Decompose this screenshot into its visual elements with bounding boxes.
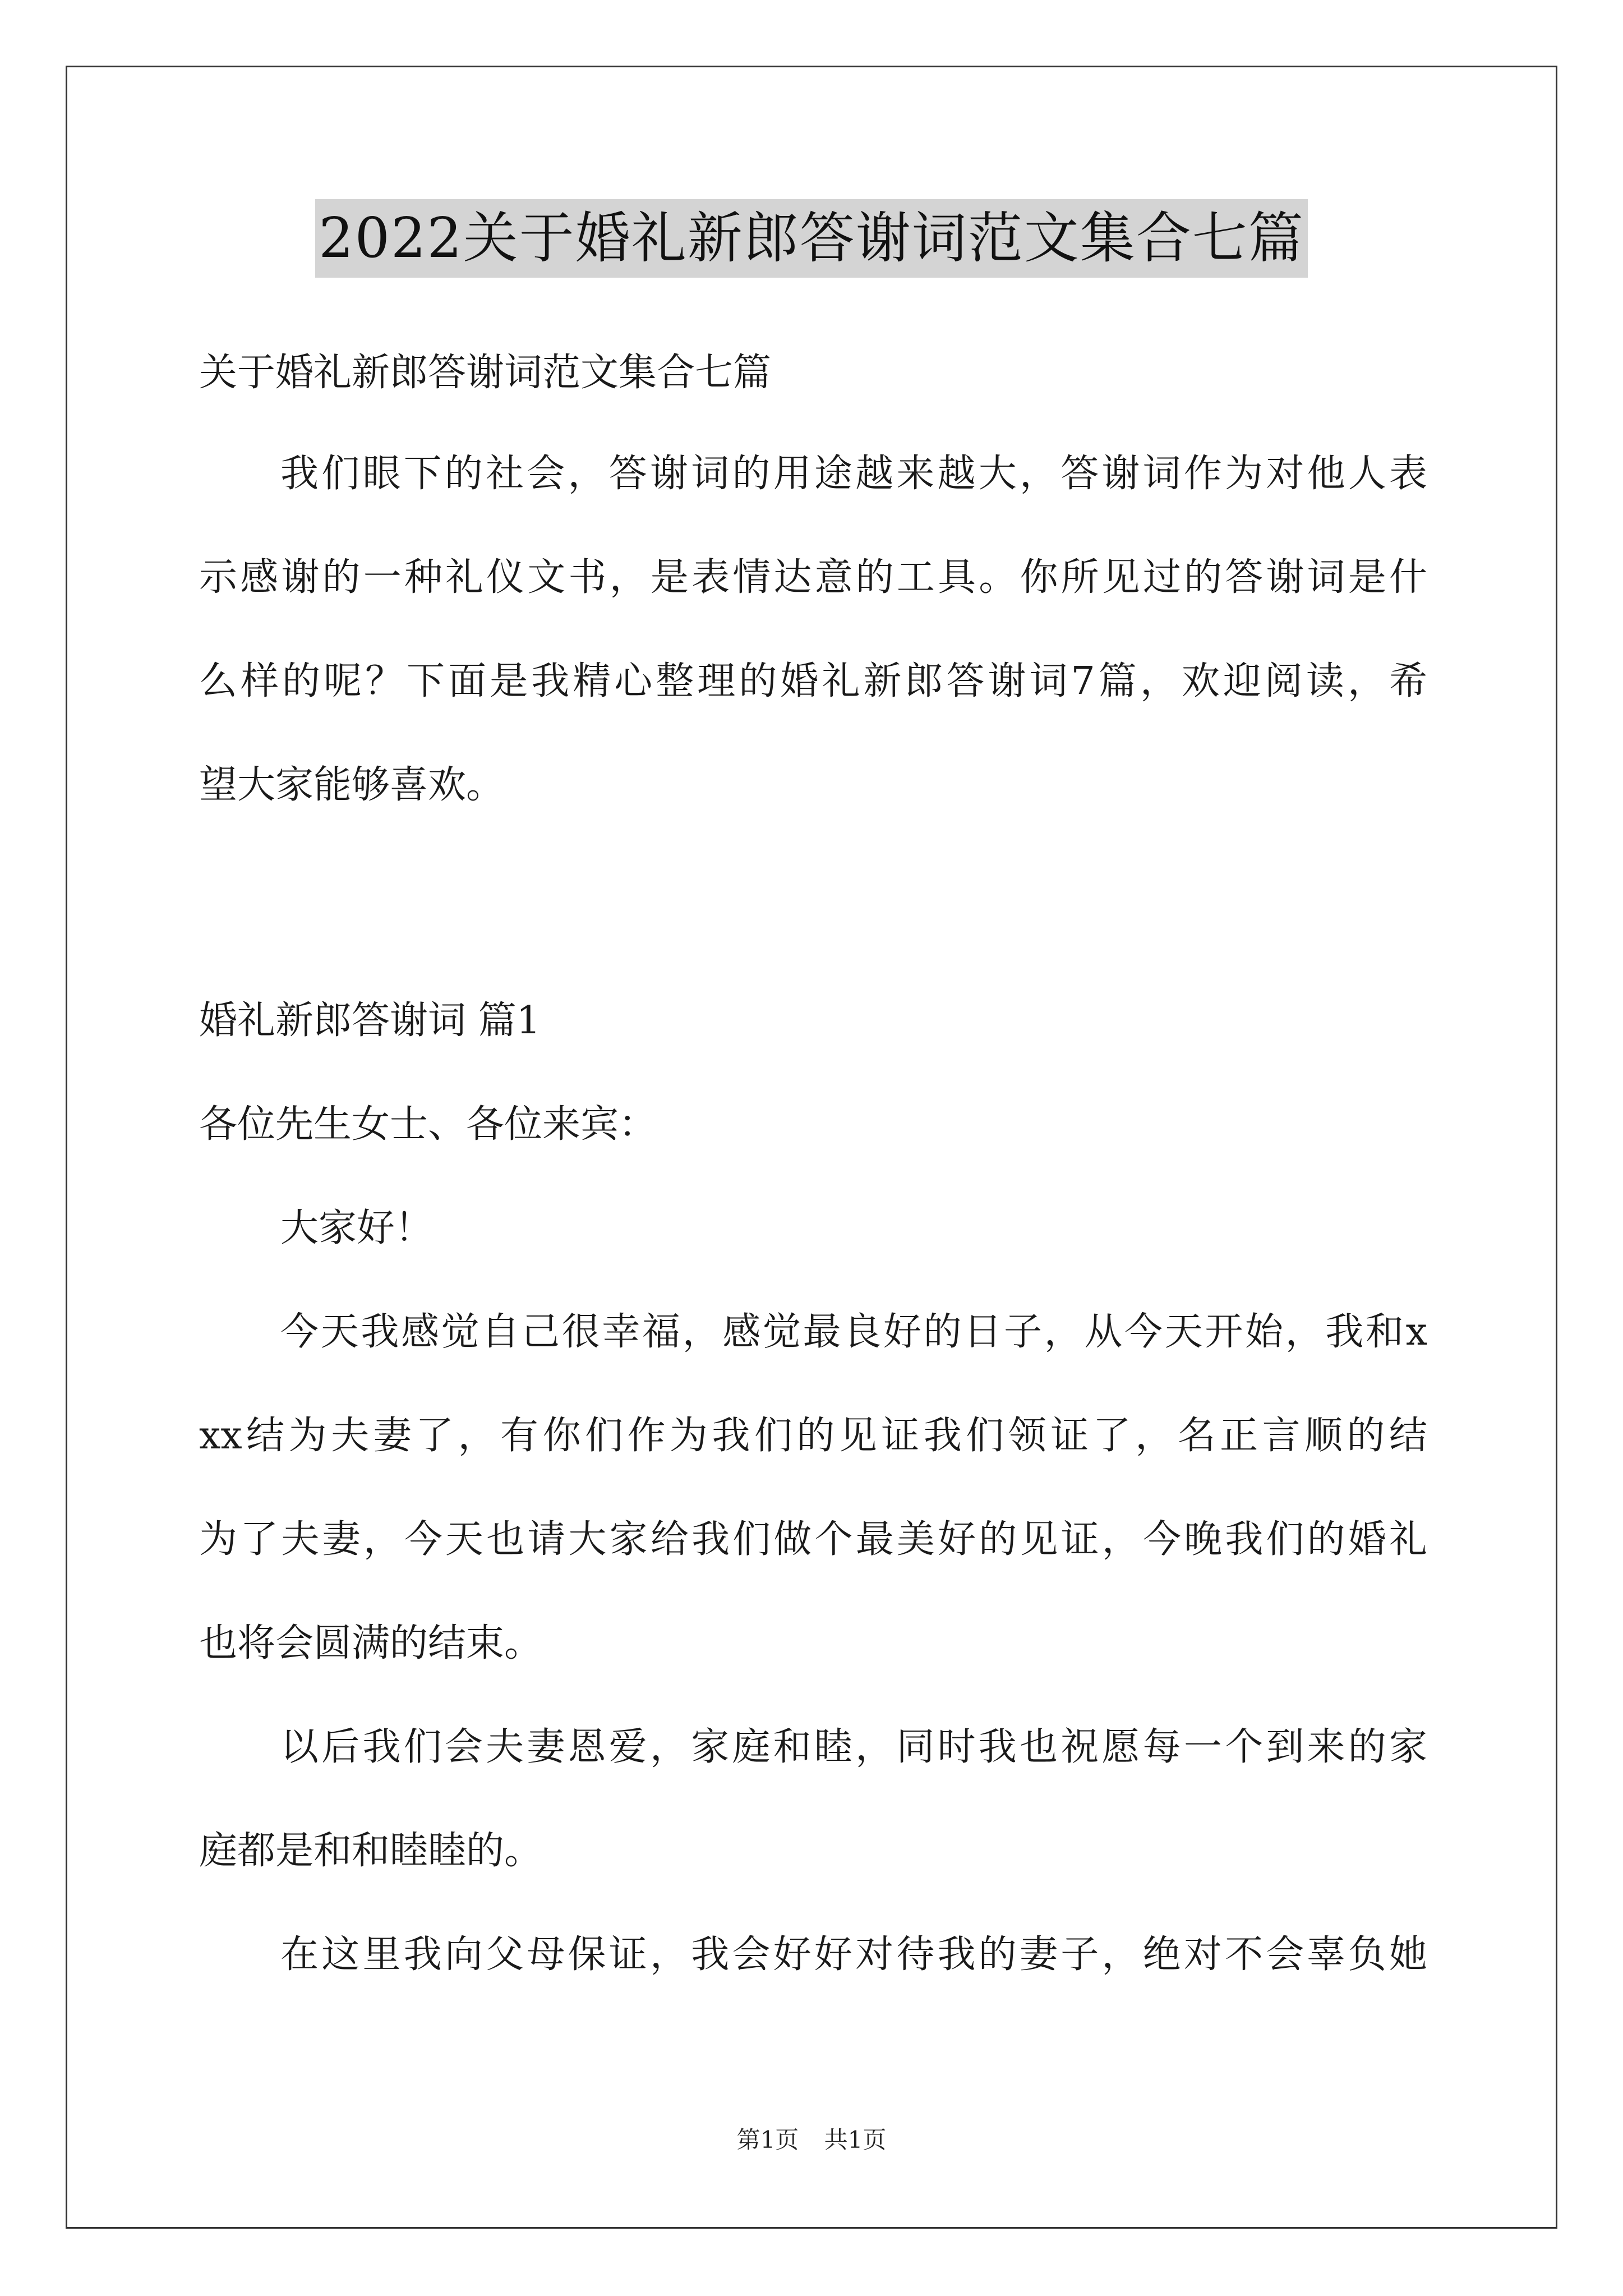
intro-line-4: 望大家能够喜欢。: [199, 763, 505, 807]
para2-line-1: 以后我们会夫妻恩爱，家庭和睦，同时我也祝愿每一个到来的家: [280, 1725, 1427, 1769]
page-footer: [0, 2123, 1623, 2157]
para1-line-1: 今天我感觉自己很幸福，感觉最良好的日子，从今天开始，我和x: [280, 1310, 1427, 1354]
section-heading: 婚礼新郎答谢词 篇1: [199, 999, 541, 1043]
page-total: 共1页: [824, 2126, 887, 2154]
para1-line-2: xx结为夫妻了，有你们作为我们的见证我们领证了，名正言顺的结: [199, 1414, 1427, 1458]
intro-line-1: 我们眼下的社会，答谢词的用途越来越大，答谢词作为对他人表: [280, 452, 1427, 496]
page-number: 第1页: [736, 2126, 799, 2154]
para1-line-4: 也将会圆满的结束。: [199, 1621, 543, 1665]
document-title: 2022关于婚礼新郎答谢词范文集合七篇: [315, 199, 1307, 278]
title-container: [0, 199, 1623, 278]
para3-line-1: 在这里我向父母保证，我会好好对待我的妻子，绝对不会辜负她: [280, 1932, 1427, 1977]
intro-line-2: 示感谢的一种礼仪文书，是表情达意的工具。你所见过的答谢词是什: [199, 555, 1427, 600]
intro-line-3: 么样的呢？下面是我精心整理的婚礼新郎答谢词7篇，欢迎阅读，希: [199, 659, 1427, 703]
salutation: 各位先生女士、各位来宾：: [199, 1102, 657, 1147]
greeting: 大家好！: [280, 1206, 434, 1250]
para2-line-2: 庭都是和和睦睦的。: [199, 1829, 543, 1873]
document-subtitle: 关于婚礼新郎答谢词范文集合七篇: [199, 351, 772, 395]
para1-line-3: 为了夫妻，今天也请大家给我们做个最美好的见证，今晚我们的婚礼: [199, 1517, 1427, 1562]
